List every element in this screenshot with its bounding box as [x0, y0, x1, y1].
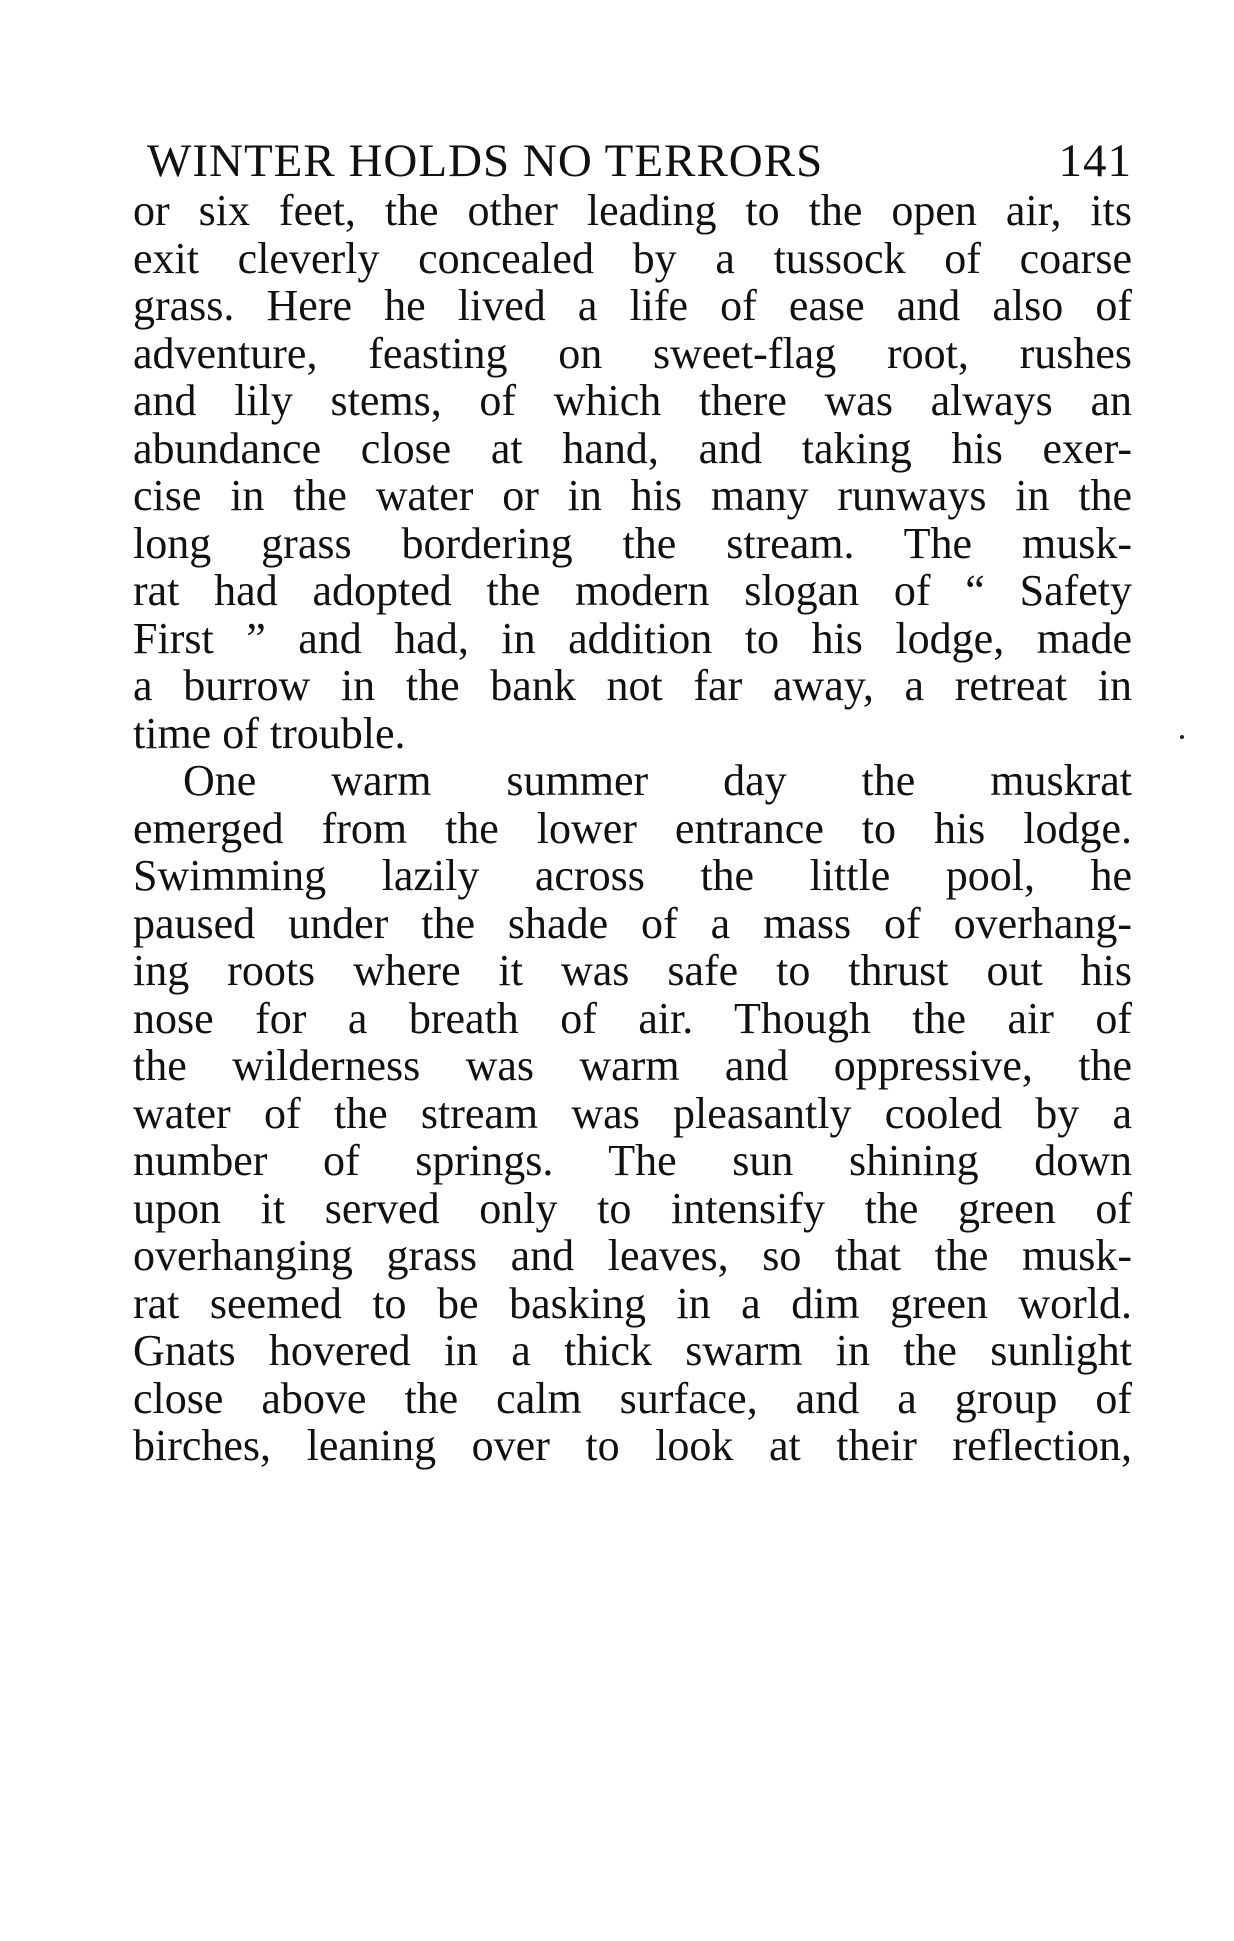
text-line: First ” and had, in addition to his lodge, made: [133, 614, 1132, 663]
page-number: 141: [1058, 135, 1132, 187]
paper-speck: [1180, 735, 1184, 739]
text-line: long grass bordering the stream. The musk-: [133, 519, 1132, 568]
text-line: time of trouble.: [133, 709, 406, 758]
text-line: rat seemed to be basking in a dim green world.: [133, 1279, 1132, 1328]
text-line: rat had adopted the modern slogan of “ Safety: [133, 566, 1132, 615]
text-line: adventure, feasting on sweet-flag root, rushes: [133, 329, 1132, 378]
text-line: a burrow in the bank not far away, a retreat in: [133, 661, 1132, 710]
text-line: birches, leaning over to look at their reflection,: [133, 1421, 1132, 1470]
text-line: Gnats hovered in a thick swarm in the sunlight: [133, 1326, 1132, 1375]
text-line: nose for a breath of air. Though the air of: [133, 994, 1132, 1043]
text-line: Swimming lazily across the little pool, he: [133, 851, 1132, 900]
text-line: emerged from the lower entrance to his lodge.: [133, 804, 1132, 853]
text-line: and lily stems, of which there was always an: [133, 376, 1132, 425]
text-line: paused under the shade of a mass of overhang-: [133, 899, 1132, 948]
text-line: One warm summer day the muskrat: [183, 756, 1132, 805]
text-line: overhanging grass and leaves, so that the musk-: [133, 1231, 1132, 1280]
text-line: water of the stream was pleasantly cooled by a: [133, 1089, 1132, 1138]
text-line: abundance close at hand, and taking his exer-: [133, 424, 1132, 473]
text-line: upon it served only to intensify the green of: [133, 1184, 1132, 1233]
text-line: grass. Here he lived a life of ease and also of: [133, 281, 1132, 330]
text-line: exit cleverly concealed by a tussock of coarse: [133, 234, 1132, 283]
text-line: cise in the water or in his many runways in the: [133, 471, 1132, 520]
text-line: ing roots where it was safe to thrust out his: [133, 946, 1132, 995]
text-line: or six feet, the other leading to the open air, its: [133, 186, 1132, 235]
text-line: number of springs. The sun shining down: [133, 1136, 1132, 1185]
text-line: the wilderness was warm and oppressive, the: [133, 1041, 1132, 1090]
text-line: close above the calm surface, and a group of: [133, 1374, 1132, 1423]
running-head-title: WINTER HOLDS NO TERRORS: [147, 135, 824, 187]
